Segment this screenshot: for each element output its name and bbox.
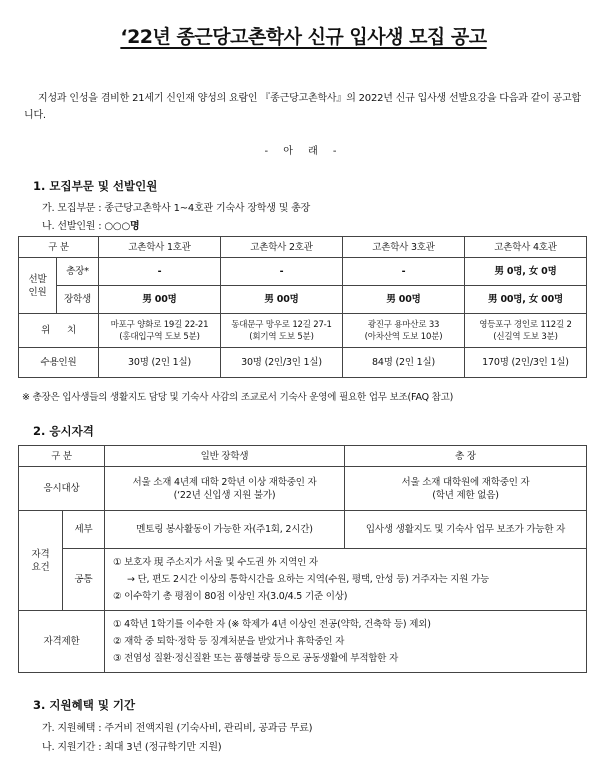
- common-line-3: ② 이수학기 총 평점이 80점 이상인 자(3.0/4.5 기준 이상): [113, 591, 348, 602]
- target-chong-line-2: (학년 제한 없음): [432, 489, 499, 501]
- location-hall-1-address: 마포구 양화로 19길 22-21: [110, 319, 209, 330]
- chong-footnote: ※ 총장은 입사생들의 생활지도 담당 및 기숙사 사감의 조교로서 기숙사 운영에 필요한 업무 보조(FAQ 참고): [22, 392, 454, 403]
- detail-general: 멘토링 봉사활동이 가능한 자(주1회, 2시간): [105, 511, 345, 549]
- section3-title: 3. 지원혜택 및 기간: [33, 698, 136, 712]
- table2-header-general: 일반 장학생: [105, 446, 345, 467]
- chong-hall-1: -: [99, 258, 221, 286]
- table1-header-label: 구 분: [19, 237, 99, 258]
- row-chong-label: 총장*: [57, 258, 99, 286]
- table-row: [19, 549, 587, 611]
- table1-hall-4: 고촌학사 4호관: [465, 237, 587, 258]
- intro-paragraph: 지성과 인성을 겸비한 21세기 신인재 양성의 요람인 『종근당고촌학사』의 2022년 신규 입사생 선발요강을 다음과 같이 공고합니다.: [24, 93, 581, 121]
- target-label: 응시대상: [19, 467, 105, 511]
- capacity-hall-1: 30명 (2인 1실): [99, 348, 221, 378]
- recruit-count-value: ○○○명: [104, 221, 140, 232]
- location-hall-2-station: (회기역 도보 5분): [249, 331, 314, 342]
- table-row: [19, 511, 587, 549]
- target-chong-line-1: 서울 소재 대학원에 재학중인 자: [401, 476, 530, 488]
- benefit-line: 가. 지원혜택 : 주거비 전액지원 (기숙사비, 관리비, 공과금 무료): [42, 723, 313, 734]
- row-location-label: 위 치: [19, 314, 99, 348]
- row-capacity-label: 수용인원: [19, 348, 99, 378]
- page-title: ‘22년 종근당고촌학사 신규 입사생 모집 공고: [120, 26, 487, 48]
- ah-rae-marker: - 아 래 -: [264, 146, 343, 157]
- restriction-line-1: ① 4학년 1학기를 이수한 자 (※ 학제가 4년 이상인 전공(약학, 건축학 등) 제외): [113, 619, 431, 630]
- restriction-label: 자격제한: [19, 611, 105, 673]
- eligibility-table: [18, 445, 587, 673]
- capacity-hall-4: 170명 (2인/3인 1실): [465, 348, 587, 378]
- location-hall-1-station: (홍대입구역 도보 5분): [119, 331, 200, 342]
- target-general-line-2: (‘22년 신입생 지원 불가): [173, 489, 276, 501]
- detail-chong: 입사생 생활지도 및 기숙사 업무 보조가 가능한 자: [345, 511, 587, 549]
- table-row: [19, 314, 587, 348]
- table-row: [19, 611, 587, 673]
- target-general: [105, 467, 345, 511]
- restriction-list: [105, 611, 587, 673]
- qualification-label: 자격 요건: [19, 511, 63, 611]
- chong-hall-4: 男 0명, 女 0명: [465, 258, 587, 286]
- scholar-hall-2: 男 00명: [221, 286, 343, 314]
- row-scholar-label: 장학생: [57, 286, 99, 314]
- location-hall-4-address: 영등포구 경인로 112길 2: [479, 319, 572, 330]
- location-hall-3-address: 광진구 용마산로 33: [367, 319, 440, 330]
- table2-header-row: [19, 446, 587, 467]
- table-row: [19, 258, 587, 286]
- section2-title: 2. 응시자격: [33, 424, 94, 438]
- common-line-2: → 단, 편도 2시간 이상의 통학시간을 요하는 지역(수원, 평택, 안성 등) 거주자는 지원 가능: [127, 574, 489, 585]
- table1-hall-3: 고촌학사 3호관: [343, 237, 465, 258]
- scholar-hall-1: 男 00명: [99, 286, 221, 314]
- common-line-1: ① 보호자 現 주소지가 서울 및 수도권 外 지역인 자: [113, 557, 318, 568]
- restriction-line-2: ② 재학 중 퇴학·정학 등 징계처분을 받았거나 휴학중인 자: [113, 636, 345, 647]
- common-label: 공통: [63, 549, 105, 611]
- scholar-hall-3: 男 00명: [343, 286, 465, 314]
- recruitment-table: [18, 236, 587, 378]
- table2-header-chong: 총 장: [345, 446, 587, 467]
- location-hall-3: [343, 314, 465, 348]
- table2-header-label: 구 분: [19, 446, 105, 467]
- location-hall-4: [465, 314, 587, 348]
- select-count-label: 선발 인원: [19, 258, 57, 314]
- table-row: [19, 286, 587, 314]
- table-row: [19, 467, 587, 511]
- target-general-line-1: 서울 소재 4년제 대학 2학년 이상 재학중인 자: [132, 476, 317, 488]
- table1-hall-2: 고촌학사 2호관: [221, 237, 343, 258]
- chong-hall-2: -: [221, 258, 343, 286]
- capacity-hall-2: 30명 (2인/3인 1실): [221, 348, 343, 378]
- section1-title: 1. 모집부문 및 선발인원: [33, 179, 158, 193]
- scholar-hall-4: 男 00명, 女 00명: [465, 286, 587, 314]
- period-line: 나. 지원기간 : 최대 3년 (정규학기만 지원): [42, 742, 222, 753]
- chong-hall-3: -: [343, 258, 465, 286]
- location-hall-2: [221, 314, 343, 348]
- recruit-count-prefix: 나. 선발인원 :: [42, 221, 105, 232]
- table1-header-row: [19, 237, 587, 258]
- location-hall-4-station: (신길역 도보 3분): [493, 331, 558, 342]
- common-requirements: [105, 549, 587, 611]
- location-hall-2-address: 동대문구 망우로 12길 27-1: [231, 319, 332, 330]
- target-chong: [345, 467, 587, 511]
- capacity-hall-3: 84명 (2인 1실): [343, 348, 465, 378]
- table1-hall-1: 고촌학사 1호관: [99, 237, 221, 258]
- recruit-count-line: [42, 217, 139, 232]
- restriction-line-3: ③ 전염성 질환·정신질환 또는 품행불량 등으로 공동생활에 부적합한 자: [113, 653, 399, 664]
- detail-label: 세부: [63, 511, 105, 549]
- location-hall-1: [99, 314, 221, 348]
- recruit-field-line: 가. 모집부문 : 종근당고촌학사 1~4호관 기숙사 장학생 및 총장: [42, 203, 311, 214]
- location-hall-3-station: (아차산역 도보 10분): [364, 331, 443, 342]
- table-row: [19, 348, 587, 378]
